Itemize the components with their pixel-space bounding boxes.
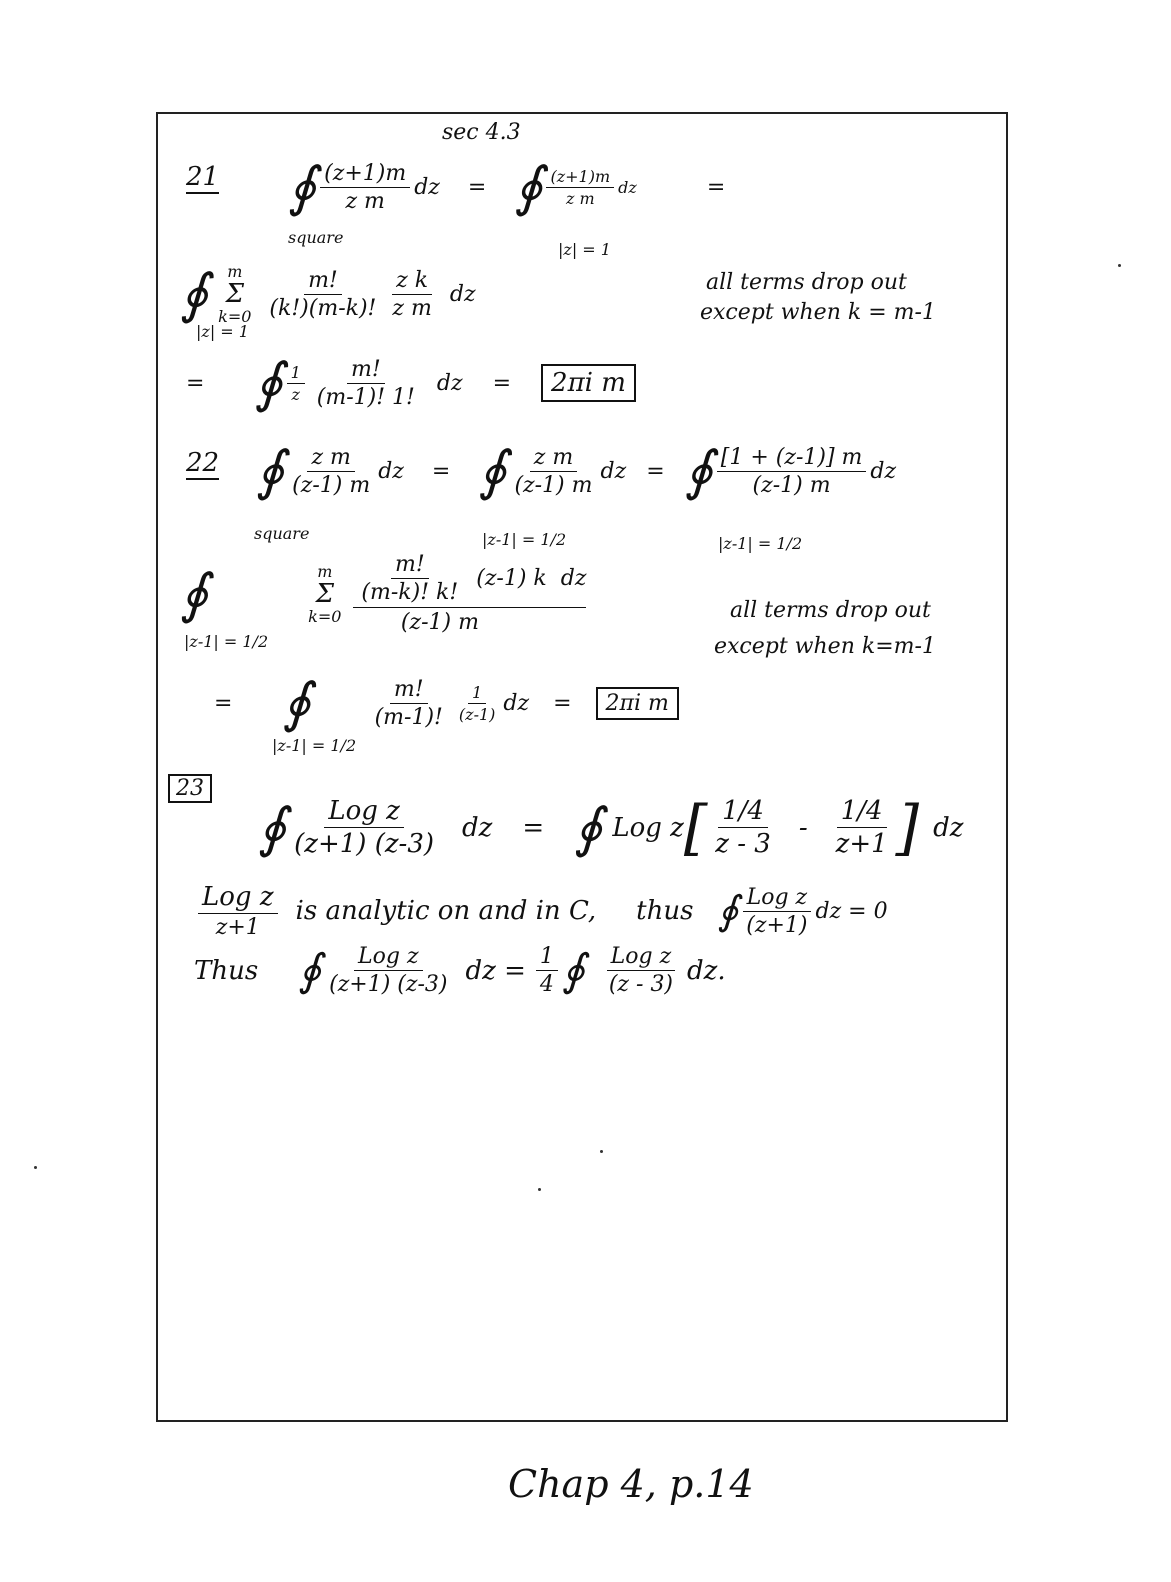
p23-fraction-1: $\frac{\text{Log z}}{(z+1) (z-3)}$ [294,796,435,859]
p21-dz-3: dz [449,281,476,307]
p22-sum: m Σ k=0 [308,561,342,626]
p22-fraction-6: $\frac{1}{(z-1)}$ [458,682,496,724]
scan-speck [34,1166,37,1169]
p22-big-fraction: $\frac{m!}{(m-k)! k!}$ (z-1) k dz (z-1) m [353,552,586,635]
p21-fraction-6: $\frac{m!}{(m-1)! 1!}$ [316,356,415,410]
page-footer: Chap 4, p.14 [508,1462,754,1506]
p21-line1 [288,155,726,218]
scan-speck [600,1150,603,1153]
scan-speck [538,1188,541,1191]
p22-sub-circle-1: |z-1| = 1/2 [482,530,567,549]
p21-fraction-5: $\frac{1}{z}$ [287,363,305,404]
p23-fraction-8: $\frac{\text{Log z}}{(z - 3)}$ [605,944,677,997]
p23-fraction-6: $\frac{\text{Log z}}{(z+1) (z-3)}$ [329,944,448,997]
contour-integral-icon: ∮ [684,439,713,502]
p21-answer-box: 2πi m [541,364,636,402]
p21-sub-square: square [288,228,344,247]
problem-21-label: 21 [186,162,220,192]
p22-fraction-4: $\frac{m!}{(m-k)! k!}$ [361,552,459,605]
p21-sub-circle: |z| = 1 [558,240,611,259]
p21-eq-1: = [467,174,487,200]
p22-sub-square: square [254,524,310,543]
p23-fraction-3: $\frac{1/4}{z+1}$ [835,796,888,859]
p22-line2 [180,552,586,635]
p23-fraction-5: $\frac{\text{Log z}}{(z+1)}$ [742,885,811,938]
problem-22-label: 22 [186,448,220,478]
p22-line3: = ∮ $\frac{m!}{(m-1)!}$ $\frac{1}{(z-1)}$ dz = 2πi m [214,676,679,730]
p22-sub-circle-3: |z-1| = 1/2 [184,632,269,651]
p21-sub-circle-2: |z| = 1 [196,322,249,341]
contour-integral-icon: ∮ [282,671,311,734]
contour-integral-icon: ∮ [478,439,507,502]
left-bracket-icon: [ [683,792,708,863]
p22-sub-circle-4: |z-1| = 1/2 [272,736,357,755]
contour-integral-icon: ∮ [717,888,739,934]
contour-integral-icon: ∮ [288,155,317,218]
p21-fraction-3: $\frac{m!}{(k!)(m-k)!}$ [269,267,377,321]
p23-line2: $\frac{\text{Log z}}{z+1}$ is analytic on and in C, thus ∮ $\frac{\text{Log z}}{(z+1)}$ dz = 0 [194,882,888,940]
p23-line1: ∮ $\frac{\text{Log z}}{(z+1) (z-3)}$ dz = ∮ Log z [ $\frac{1/4}{z - 3}$ - $\frac{1/4}{z+1}$ ] dz [258,792,964,863]
contour-integral-icon: ∮ [574,795,603,859]
p22-fraction-5: $\frac{m!}{(m-1)!}$ [374,676,443,730]
p21-line3: = ∮ $\frac{1}{z}$ $\frac{m!}{(m-1)! 1!}$ dz = 2πi m [186,356,636,410]
p21-line2 [180,262,476,326]
p23-line3: Thus ∮ $\frac{\text{Log z}}{(z+1) (z-3)}$ dz = $\frac{1}{4}$ ∮ $\frac{\text{Log z}}{(z - 3)}$ dz. [194,944,726,997]
p22-note-2: except when k=m-1 [714,634,936,659]
p21-dz-1: dz [414,174,440,200]
p22-line1: ∮ $\frac{\text{z m}}{(z-1) m}$ dz = ∮ $\frac{\text{z m}}{(z-1) m}$ dz = ∮ $\frac{[1 + (z-1)] m}{(z-1) m}$ dz [256,439,897,502]
p23-fraction-4: $\frac{\text{Log z}}{z+1}$ [198,882,278,940]
p21-eq-2: = [706,174,726,200]
p21-note-1: all terms drop out [706,270,907,295]
p22-fraction-3: $\frac{[1 + (z-1)] m}{(z-1) m}$ [717,445,867,498]
contour-integral-icon: ∮ [561,944,585,996]
contour-integral-icon: ∮ [180,561,209,625]
p21-fraction-2: $\frac{(z+1)m}{\text{z m}}$ [546,167,614,208]
scan-speck [1118,264,1121,267]
p21-fraction-4: $\frac{\text{z k}}{\text{z m}}$ [392,267,432,321]
right-bracket-icon: ] [895,792,920,863]
p21-note-2: except when k = m-1 [700,300,936,325]
p22-fraction-2: $\frac{\text{z m}}{(z-1) m}$ [514,444,593,498]
p22-sub-circle-2: |z-1| = 1/2 [718,534,803,553]
p21-dz-2: dz [618,177,637,197]
contour-integral-icon: ∮ [254,351,283,414]
p21-fraction-1: $\frac{(z+1)m}{\text{z m}}$ [320,161,410,214]
p23-fraction-2: $\frac{1/4}{z - 3}$ [715,796,771,859]
contour-integral-icon: ∮ [514,155,543,218]
problem-23-label: 23 [168,774,212,803]
p22-answer-box: 2πi m [596,687,679,720]
p23-fraction-7: $\frac{1}{4}$ [536,944,558,997]
contour-integral-icon: ∮ [256,439,285,502]
p21-sum: m Σ k=0 [218,262,252,326]
contour-integral-icon: ∮ [180,262,209,325]
p22-note-1: all terms drop out [730,598,931,623]
p22-fraction-1: $\frac{\text{z m}}{(z-1) m}$ [292,444,371,498]
section-heading: sec 4.3 [442,120,521,145]
contour-integral-icon: ∮ [258,795,287,859]
contour-integral-icon: ∮ [298,944,322,996]
